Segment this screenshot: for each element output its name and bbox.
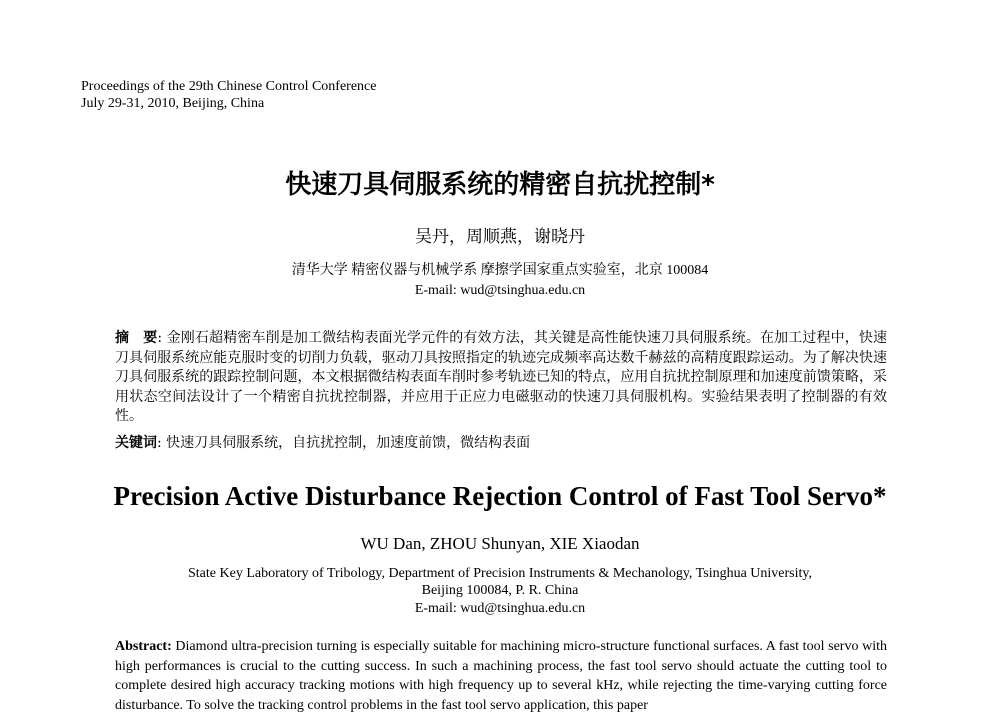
english-affiliation — [150, 565, 850, 599]
english-abstract — [115, 637, 887, 715]
chinese-abstract-text: : 金刚石超精密车削是加工微结构表面光学元件的有效方法，其关键是高性能快速刀具伺服系统。在加工过程中，快速刀具伺服系统应能克服时变的切削力负载，驱动刀具按照指定的轨迹完成频率高达数千赫兹的高精度跟踪运动。为了解决快速刀具伺服系统的跟踪控制问题，本文根据微结构表面车削时参考轨迹已知的特点，应用自抗扰控制原理和加速度前馈策略，采用状态空间法设计了一个精密自抗扰控制器，并应用于正应力电磁驱动的快速刀具伺服机构。实验结果表明了控制器的有效性。 — [115, 330, 888, 425]
chinese-keywords-label: 关键词 — [115, 435, 157, 451]
english-email: E-mail: wud@tsinghua.edu.cn — [414, 601, 586, 616]
conference-name: Proceedings of the 29th Chinese Control Conference — [81, 79, 377, 94]
chinese-abstract-label: 摘 要 — [115, 330, 158, 346]
english-authors: WU Dan, ZHOU Shunyan, XIE Xiaodan — [360, 534, 640, 553]
english-affiliation-line2: Beijing 100084, P. R. China — [421, 583, 579, 598]
chinese-email: E-mail: wud@tsinghua.edu.cn — [414, 283, 586, 298]
chinese-title: 快速刀具伺服系统的精密自抗扰控制* — [285, 170, 715, 200]
chinese-abstract — [115, 329, 887, 427]
english-affiliation-line1: State Key Laboratory of Tribology, Department of Precision Instruments & Mechanology, Tsinghua University, — [188, 566, 812, 581]
chinese-keywords-text: : 快速刀具伺服系统，自抗扰控制，加速度前馈，微结构表面 — [157, 435, 531, 451]
conference-date-location: July 29-31, 2010, Beijing, China — [81, 96, 265, 111]
english-title: Precision Active Disturbance Rejection Control of Fast Tool Servo* — [113, 481, 887, 511]
chinese-keywords — [115, 434, 887, 453]
english-abstract-text: Diamond ultra-precision turning is especially suitable for machining micro-structure functional surfaces. A fast tool servo with high performances is crucial to the cutting success. In such a machining process, the fast tool servo should actuate the cutting tool to complete desired high accuracy tracking motions with high frequency up to several kHz, while rejecting the time-varying cutting force disturbance. To solve the tracking control problems in the fast tool servo application, this paper — [115, 639, 887, 713]
english-abstract-label: Abstract: — [115, 639, 172, 654]
chinese-authors: 吴丹，周顺燕，谢晓丹 — [415, 227, 585, 247]
chinese-affiliation: 清华大学 精密仪器与机械学系 摩擦学国家重点实验室，北京 100084 — [291, 263, 709, 278]
conference-header — [81, 78, 376, 112]
